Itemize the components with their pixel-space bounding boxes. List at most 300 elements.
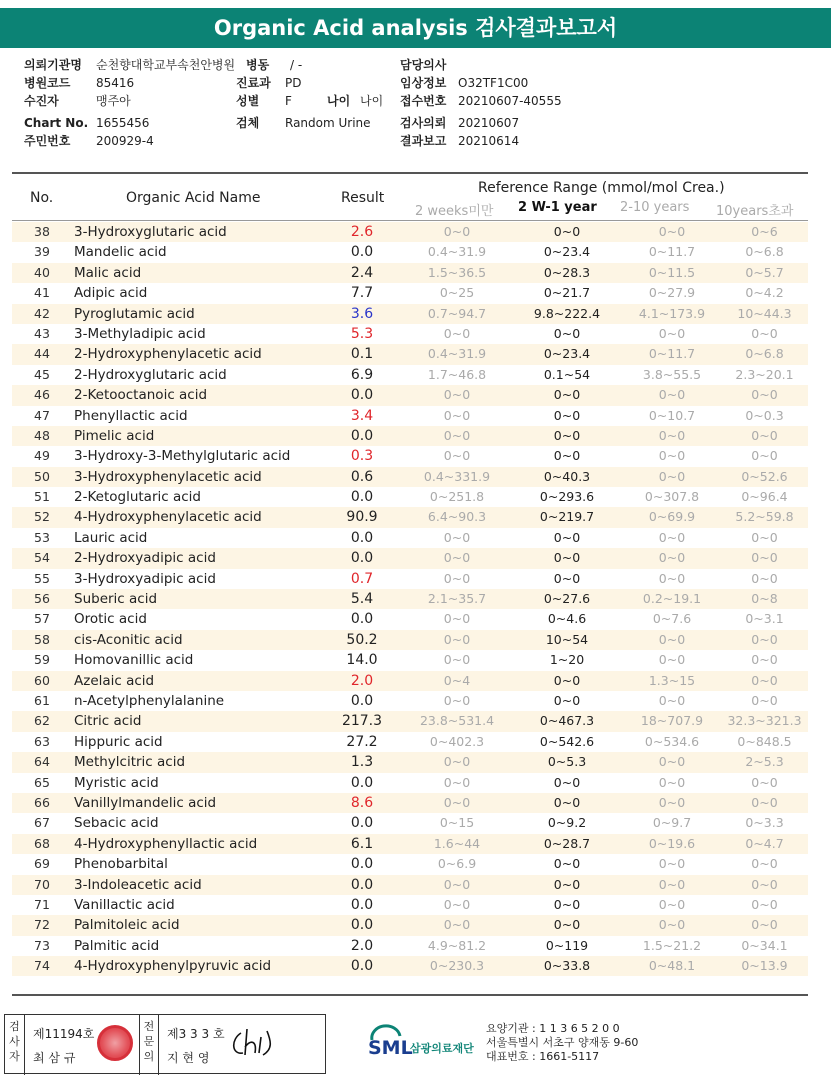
row-ref-2w-1y: 0~23.4 (543, 346, 591, 362)
row-ref-2w-1y: 0~0 (553, 774, 581, 790)
row-ref-under-2-weeks: 0~0 (443, 692, 471, 708)
row-ref-2-10y: 0~0 (658, 896, 686, 912)
table-row (12, 895, 808, 915)
row-result: 0.1 (350, 346, 374, 363)
ref-sub-over-10y: 10years초과 (716, 204, 794, 219)
row-result: 6.1 (350, 835, 374, 852)
row-ref-2-10y: 0~0 (658, 427, 686, 443)
specimen-value: Random Urine (285, 116, 371, 130)
row-ref-over-10y: 0~52.6 (741, 468, 788, 484)
row-ref-under-2-weeks: 0~230.3 (429, 958, 485, 974)
row-ref-2-10y: 0~11.5 (648, 264, 696, 280)
row-result: 0.0 (350, 692, 374, 709)
sml-logo-icon (366, 1022, 486, 1062)
row-ref-under-2-weeks: 0~0 (443, 794, 471, 810)
table-row (12, 834, 808, 854)
row-acid-name: 2-Ketoglutaric acid (74, 489, 201, 506)
clinical-value: O32TF1C00 (458, 76, 529, 90)
chart-value: 1655456 (96, 116, 150, 130)
signature-icon (227, 1025, 277, 1061)
row-result: 0.0 (350, 774, 374, 791)
row-ref-2w-1y: 0~33.8 (543, 958, 591, 974)
contact-info (486, 1022, 638, 1064)
row-result: 0.0 (350, 876, 374, 893)
row-result: 7.7 (350, 285, 374, 302)
care-code: 요양기관 : 1 1 3 6 5 2 0 0 (486, 1022, 620, 1035)
table-bottom-rule (12, 994, 808, 996)
row-number: 69 (34, 856, 50, 872)
row-ref-2-10y: 0~0 (658, 794, 686, 810)
row-ref-over-10y: 0~8 (751, 591, 778, 607)
row-result: 8.6 (350, 794, 374, 811)
row-ref-under-2-weeks: 0~0 (443, 407, 471, 423)
row-result: 27.2 (346, 733, 378, 750)
row-ref-2w-1y: 0~0 (553, 692, 581, 708)
table-row (12, 671, 808, 691)
row-result: 2.0 (350, 937, 374, 954)
age-value: 나이 (360, 94, 384, 108)
row-number: 51 (34, 489, 50, 505)
row-number: 46 (34, 387, 50, 403)
request-value: 20210607 (458, 116, 520, 130)
row-number: 52 (34, 509, 50, 525)
row-ref-2-10y: 3.8~55.5 (642, 366, 702, 382)
row-ref-2w-1y: 0~5.3 (547, 754, 587, 770)
table-row (12, 304, 808, 324)
dept-value: PD (285, 76, 302, 90)
row-ref-2-10y: 18~707.9 (640, 713, 704, 729)
row-ref-2w-1y: 0~0 (553, 448, 581, 464)
row-number: 59 (34, 652, 50, 668)
row-ref-2-10y: 0~0 (658, 529, 686, 545)
row-ref-2w-1y: 0~28.3 (543, 264, 591, 280)
row-ref-over-10y: 0~3.1 (745, 611, 784, 627)
row-acid-name: Suberic acid (74, 591, 158, 608)
row-ref-2-10y: 0~7.6 (652, 611, 692, 627)
table-row (12, 956, 808, 976)
row-number: 48 (34, 427, 50, 443)
patient-label: 수진자 (24, 94, 59, 108)
table-row (12, 650, 808, 670)
row-ref-under-2-weeks: 0.4~331.9 (423, 468, 491, 484)
row-acid-name: Phenobarbital (74, 856, 168, 873)
chart-label: Chart No. (24, 116, 89, 130)
row-number: 68 (34, 835, 50, 851)
report-label: 결과보고 (400, 134, 447, 148)
row-ref-under-2-weeks: 23.8~531.4 (419, 713, 495, 729)
row-result: 0.7 (350, 570, 374, 587)
row-ref-2-10y: 0~27.9 (648, 285, 696, 301)
row-number: 64 (34, 754, 50, 770)
row-result: 2.4 (350, 264, 374, 281)
row-ref-over-10y: 0~0 (751, 692, 778, 708)
table-row (12, 324, 808, 344)
row-ref-2-10y: 0~0 (658, 774, 686, 790)
row-result: 0.6 (350, 468, 374, 485)
row-acid-name: 3-Hydroxyphenylacetic acid (74, 468, 262, 485)
row-ref-2-10y: 0~10.7 (648, 407, 696, 423)
table-row (12, 793, 808, 813)
row-ref-2w-1y: 0~219.7 (539, 509, 595, 525)
row-number: 50 (34, 468, 50, 484)
row-ref-2w-1y: 0~0 (553, 224, 581, 239)
row-ref-under-2-weeks: 0~25 (439, 285, 475, 301)
row-result: 14.0 (346, 652, 378, 669)
row-number: 45 (34, 366, 50, 382)
row-ref-2-10y: 0~534.6 (644, 733, 700, 749)
row-ref-2w-1y: 0~27.6 (543, 591, 591, 607)
patient-info (24, 56, 824, 152)
row-ref-2w-1y: 0~4.6 (547, 611, 587, 627)
row-number: 71 (34, 896, 50, 912)
table-row (12, 630, 808, 650)
address: 서울특별시 서초구 양재동 9-60 (486, 1036, 639, 1049)
row-acid-name: Azelaic acid (74, 672, 155, 689)
row-ref-2w-1y: 0~0 (553, 570, 581, 586)
row-ref-over-10y: 0~0 (751, 876, 778, 892)
row-ref-2-10y: 0~307.8 (644, 489, 700, 505)
row-ref-2-10y: 1.5~21.2 (642, 937, 702, 953)
row-number: 63 (34, 733, 50, 749)
row-number: 67 (34, 815, 50, 831)
dept-label: 진료과 (236, 76, 271, 90)
row-number: 49 (34, 448, 50, 464)
row-ref-2w-1y: 0~0 (553, 529, 581, 545)
row-result: 0.0 (350, 856, 374, 873)
row-acid-name: Phenyllactic acid (74, 407, 188, 424)
rrn-value: 200929-4 (96, 134, 154, 148)
table-row (12, 446, 808, 466)
row-ref-2-10y: 0~11.7 (648, 346, 696, 362)
row-ref-over-10y: 0~3.3 (745, 815, 784, 831)
report-footer (0, 1008, 831, 1078)
table-row (12, 283, 808, 303)
row-ref-over-10y: 2.3~20.1 (735, 366, 794, 382)
row-ref-2w-1y: 0~0 (553, 896, 581, 912)
doctor-label: 담당의사 (400, 58, 447, 72)
row-number: 56 (34, 591, 50, 607)
row-number: 74 (34, 958, 50, 974)
row-acid-name: 2-Hydroxyglutaric acid (74, 366, 227, 383)
row-ref-under-2-weeks: 0~0 (443, 896, 471, 912)
table-row (12, 609, 808, 629)
row-ref-2w-1y: 9.8~222.4 (533, 305, 601, 321)
row-number: 39 (34, 244, 50, 260)
row-number: 72 (34, 917, 50, 933)
row-result: 3.4 (350, 407, 374, 424)
row-acid-name: 4-Hydroxyphenylacetic acid (74, 509, 262, 526)
row-ref-under-2-weeks: 2.1~35.7 (427, 591, 487, 607)
col-header-reference: Reference Range (mmol/mol Crea.) (478, 180, 725, 196)
row-number: 58 (34, 631, 50, 647)
row-ref-2w-1y: 0~0 (553, 387, 581, 403)
row-ref-2-10y: 0~9.7 (652, 815, 692, 831)
row-ref-2-10y: 0~0 (658, 570, 686, 586)
row-acid-name: Malic acid (74, 264, 142, 281)
table-row (12, 548, 808, 568)
row-number: 70 (34, 876, 50, 892)
row-ref-under-2-weeks: 0~6.9 (437, 856, 477, 872)
row-ref-2-10y: 4.1~173.9 (638, 305, 706, 321)
sex-value: F (285, 94, 292, 108)
ref-sub-2w-1y: 2 W-1 year (518, 200, 597, 215)
row-result: 0.3 (350, 448, 374, 465)
row-ref-under-2-weeks: 0~4 (443, 672, 471, 688)
row-ref-over-10y: 0~0 (751, 427, 778, 443)
row-ref-2w-1y: 0~0 (553, 856, 581, 872)
table-row (12, 691, 808, 711)
row-ref-2w-1y: 0~40.3 (543, 468, 591, 484)
row-acid-name: Methylcitric acid (74, 754, 186, 771)
row-result: 0.0 (350, 611, 374, 628)
row-result: 5.3 (350, 325, 374, 342)
request-label: 검사의뢰 (400, 116, 447, 130)
specialist-license: 제3 3 3 호 (167, 1027, 225, 1041)
report-value: 20210614 (458, 134, 520, 148)
row-acid-name: Sebacic acid (74, 815, 159, 832)
row-acid-name: 3-Hydroxyglutaric acid (74, 224, 227, 240)
row-result: 1.3 (350, 754, 374, 771)
row-ref-2-10y: 0~19.6 (648, 835, 696, 851)
row-acid-name: Vanillactic acid (74, 896, 175, 913)
ref-sub-under-2-weeks: 2 weeks미만 (415, 204, 494, 219)
row-ref-2-10y: 0~0 (658, 550, 686, 566)
row-number: 38 (34, 224, 50, 239)
row-ref-under-2-weeks: 0~0 (443, 387, 471, 403)
row-result: 50.2 (346, 631, 378, 648)
row-ref-under-2-weeks: 0~0 (443, 774, 471, 790)
row-ref-over-10y: 0~0 (751, 672, 778, 688)
table-row (12, 936, 808, 956)
row-ref-over-10y: 0~0 (751, 387, 778, 403)
row-acid-name: 4-Hydroxyphenyllactic acid (74, 835, 258, 852)
row-result: 90.9 (346, 509, 378, 526)
row-acid-name: 2-Ketooctanoic acid (74, 387, 208, 404)
row-result: 0.0 (350, 896, 374, 913)
row-number: 41 (34, 285, 50, 301)
patient-value: 맹주아 (96, 94, 131, 108)
row-ref-2w-1y: 0~0 (553, 407, 581, 423)
row-ref-over-10y: 0~6 (751, 224, 778, 239)
row-ref-under-2-weeks: 0~402.3 (429, 733, 485, 749)
row-ref-over-10y: 0~0 (751, 448, 778, 464)
row-number: 42 (34, 305, 50, 321)
row-number: 47 (34, 407, 50, 423)
receipt-label: 접수번호 (400, 94, 447, 108)
row-number: 55 (34, 570, 50, 586)
specialist-vlabel: 전문의 (139, 1015, 159, 1075)
row-ref-over-10y: 0~96.4 (741, 489, 788, 505)
row-acid-name: Myristic acid (74, 774, 159, 791)
col-header-name: Organic Acid Name (126, 190, 261, 206)
row-ref-2w-1y: 0~0 (553, 325, 581, 341)
row-ref-2-10y: 0~0 (658, 754, 686, 770)
row-ref-2-10y: 0~0 (658, 325, 686, 341)
results-table (12, 222, 808, 976)
row-number: 44 (34, 346, 50, 362)
row-result: 3.6 (350, 305, 374, 322)
row-result: 2.0 (350, 672, 374, 689)
row-ref-2-10y: 1.3~15 (648, 672, 696, 688)
row-acid-name: 2-Hydroxyphenylacetic acid (74, 346, 262, 363)
row-acid-name: 3-Hydroxy-3-Methylglutaric acid (74, 448, 291, 465)
row-acid-name: Palmitoleic acid (74, 917, 180, 934)
row-ref-2w-1y: 0~542.6 (539, 733, 595, 749)
row-ref-over-10y: 0~4.2 (745, 285, 784, 301)
row-number: 62 (34, 713, 50, 729)
row-ref-under-2-weeks: 4.9~81.2 (427, 937, 487, 953)
row-result: 0.0 (350, 958, 374, 975)
row-number: 73 (34, 937, 50, 953)
row-ref-over-10y: 0~0 (751, 325, 778, 341)
row-ref-under-2-weeks: 0~0 (443, 529, 471, 545)
row-result: 0.0 (350, 244, 374, 261)
signature-box (4, 1014, 326, 1074)
rrn-label: 주민번호 (24, 134, 71, 148)
examiner-name: 최 삼 규 (33, 1051, 76, 1065)
row-ref-under-2-weeks: 0~0 (443, 325, 471, 341)
row-ref-over-10y: 0~0 (751, 896, 778, 912)
row-ref-under-2-weeks: 0.4~31.9 (427, 244, 487, 260)
row-ref-under-2-weeks: 0~0 (443, 876, 471, 892)
institution-label: 의뢰기관명 (24, 58, 82, 72)
row-result: 2.6 (350, 224, 374, 240)
row-result: 0.0 (350, 387, 374, 404)
row-result: 5.4 (350, 591, 374, 608)
table-row (12, 344, 808, 364)
row-ref-under-2-weeks: 0~0 (443, 754, 471, 770)
row-ref-over-10y: 0~0 (751, 570, 778, 586)
row-acid-name: Palmitic acid (74, 937, 160, 954)
table-row (12, 875, 808, 895)
row-ref-over-10y: 0~0 (751, 529, 778, 545)
row-ref-over-10y: 0~848.5 (737, 733, 792, 749)
row-ref-2-10y: 0~0 (658, 224, 686, 239)
row-ref-under-2-weeks: 0~0 (443, 224, 471, 239)
row-number: 66 (34, 794, 50, 810)
row-number: 57 (34, 611, 50, 627)
logo-wordmark: SML (368, 1037, 413, 1059)
row-number: 40 (34, 264, 50, 280)
row-ref-2-10y: 0~0 (658, 652, 686, 668)
table-row (12, 365, 808, 385)
table-row (12, 752, 808, 772)
table-row (12, 426, 808, 446)
row-ref-2-10y: 0~0 (658, 448, 686, 464)
row-ref-2w-1y: 0~0 (553, 672, 581, 688)
row-result: 6.9 (350, 366, 374, 383)
row-acid-name: Orotic acid (74, 611, 147, 628)
table-row (12, 589, 808, 609)
row-acid-name: 3-Methyladipic acid (74, 325, 206, 342)
row-ref-over-10y: 0~0 (751, 652, 778, 668)
row-ref-2w-1y: 1~20 (549, 652, 585, 668)
row-acid-name: 2-Hydroxyadipic acid (74, 550, 216, 567)
row-acid-name: cis-Aconitic acid (74, 631, 183, 648)
row-result: 0.0 (350, 529, 374, 546)
row-ref-under-2-weeks: 0.4~31.9 (427, 346, 487, 362)
row-number: 60 (34, 672, 50, 688)
table-row (12, 406, 808, 426)
row-result: 0.0 (350, 815, 374, 832)
row-acid-name: Pyroglutamic acid (74, 305, 195, 322)
row-ref-over-10y: 0~5.7 (745, 264, 784, 280)
ref-sub-2-10y: 2-10 years (620, 200, 690, 215)
phone: 대표번호 : 1661-5117 (486, 1050, 600, 1063)
table-row (12, 773, 808, 793)
row-ref-under-2-weeks: 0~15 (439, 815, 475, 831)
clinical-label: 임상정보 (400, 76, 447, 90)
row-acid-name: Citric acid (74, 713, 142, 730)
row-ref-2w-1y: 0~9.2 (547, 815, 587, 831)
col-header-no: No. (30, 190, 54, 206)
table-row (12, 569, 808, 589)
row-acid-name: Mandelic acid (74, 244, 167, 261)
row-ref-2-10y: 0~69.9 (648, 509, 696, 525)
row-acid-name: Vanillylmandelic acid (74, 794, 217, 811)
row-ref-2w-1y: 0.1~54 (543, 366, 591, 382)
row-ref-2-10y: 0~48.1 (648, 958, 696, 974)
row-acid-name: Homovanillic acid (74, 652, 194, 669)
row-ref-under-2-weeks: 0.7~94.7 (427, 305, 487, 321)
col-header-result: Result (341, 190, 385, 206)
institution-value: 순천향대학교부속천안병원 (96, 58, 236, 72)
row-ref-2w-1y: 0~0 (553, 427, 581, 443)
row-result: 0.0 (350, 489, 374, 506)
specialist-name: 지 현 영 (167, 1051, 210, 1065)
hospital-code-label: 병원코드 (24, 76, 71, 90)
row-ref-over-10y: 0~0 (751, 774, 778, 790)
row-result: 217.3 (341, 713, 383, 730)
row-ref-over-10y: 0~13.9 (741, 958, 788, 974)
row-ref-2w-1y: 0~28.7 (543, 835, 591, 851)
table-row (12, 242, 808, 262)
row-ref-over-10y: 0~0 (751, 856, 778, 872)
row-ref-2-10y: 0~0 (658, 917, 686, 933)
row-ref-over-10y: 0~0 (751, 794, 778, 810)
row-ref-under-2-weeks: 0~0 (443, 550, 471, 566)
row-ref-under-2-weeks: 0~0 (443, 631, 471, 647)
specimen-label: 검체 (236, 116, 260, 130)
row-ref-2-10y: 0~0 (658, 692, 686, 708)
logo-org-name: 삼광의료재단 (410, 1042, 474, 1055)
row-ref-over-10y: 0~6.8 (745, 346, 784, 362)
row-result: 0.0 (350, 427, 374, 444)
ward-label: 병동 (246, 58, 270, 72)
row-ref-under-2-weeks: 1.7~46.8 (427, 366, 487, 382)
table-row (12, 711, 808, 731)
row-ref-2-10y: 0~0 (658, 856, 686, 872)
row-number: 61 (34, 692, 50, 708)
table-row (12, 487, 808, 507)
row-ref-2-10y: 0~0 (658, 468, 686, 484)
header-bottom-rule (12, 220, 808, 221)
row-ref-2-10y: 0~0 (658, 631, 686, 647)
row-number: 65 (34, 774, 50, 790)
row-acid-name: 3-Indoleacetic acid (74, 876, 202, 893)
table-row (12, 467, 808, 487)
row-ref-2w-1y: 0~23.4 (543, 244, 591, 260)
row-ref-2-10y: 0~11.7 (648, 244, 696, 260)
row-ref-under-2-weeks: 1.6~44 (433, 835, 481, 851)
row-acid-name: Pimelic acid (74, 427, 155, 444)
row-ref-2-10y: 0~0 (658, 876, 686, 892)
row-ref-over-10y: 0~0 (751, 631, 778, 647)
row-ref-2w-1y: 10~54 (545, 631, 589, 647)
row-ref-2w-1y: 0~293.6 (539, 489, 595, 505)
row-acid-name: 4-Hydroxyphenylpyruvic acid (74, 958, 272, 975)
hospital-code-value: 85416 (96, 76, 135, 90)
